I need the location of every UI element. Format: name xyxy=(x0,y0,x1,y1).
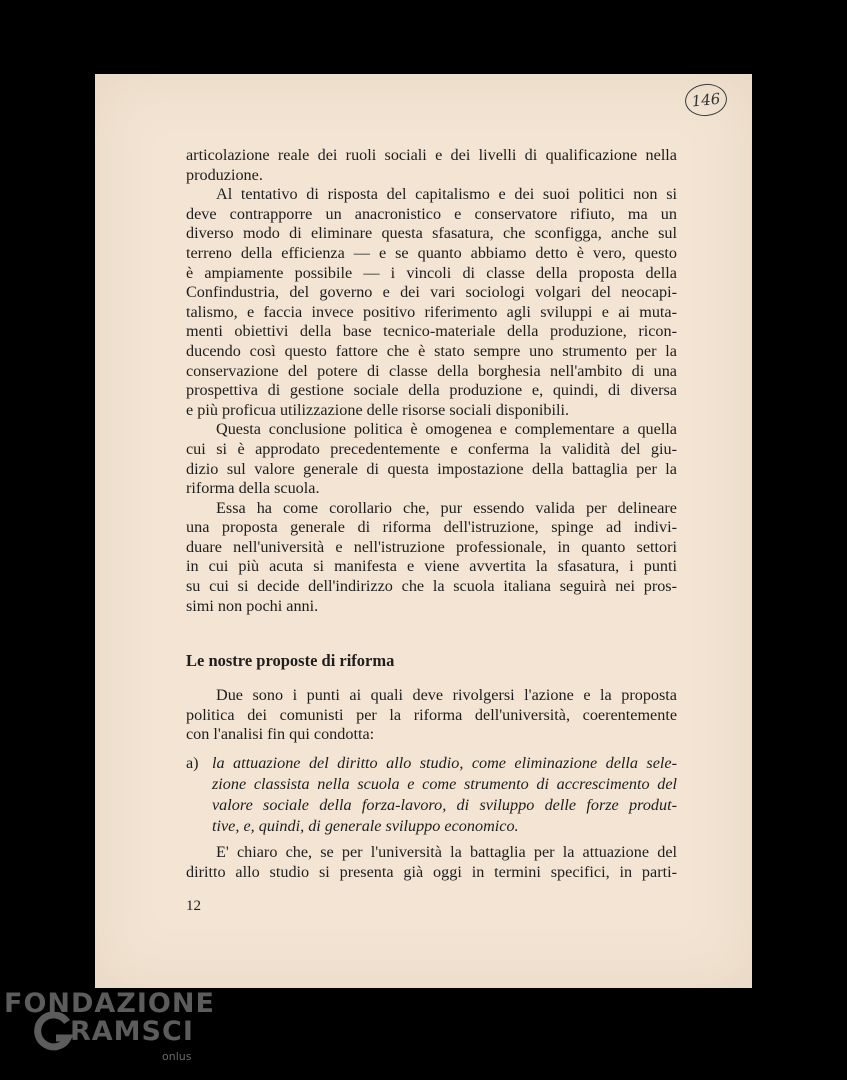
text-line: conservazione del potere di classe della borghesia nell'ambito di una xyxy=(186,361,677,380)
logo-line-1: FONDAZIONE xyxy=(4,988,215,1019)
section-heading: Le nostre proposte di riforma xyxy=(186,651,395,670)
paragraph-3 xyxy=(186,420,677,498)
text-line: Questa conclusione politica è omogenea e complementare a quella xyxy=(216,420,677,439)
fondazione-gramsci-logo xyxy=(4,988,214,1078)
paragraph-4 xyxy=(186,499,677,617)
text-line: deve contrapporre un anacronistico e conservatore rifiuto, ma un xyxy=(186,204,677,223)
text-line: terreno della efficienza — e se quanto abbiamo detto è vero, questo xyxy=(186,243,677,262)
text-line: riforma della scuola. xyxy=(186,479,320,498)
intro-paragraph xyxy=(186,686,677,745)
page-number: 12 xyxy=(186,898,201,914)
text-line: talismo, e faccia invece positivo riferimento agli sviluppi e ai muta- xyxy=(186,302,677,321)
text-line: Al tentativo di risposta del capitalismo e dei suoi politici non si xyxy=(216,185,677,204)
text-line: menti obiettivi della base tecnico-materiale della produzione, ricon- xyxy=(186,322,677,341)
list-marker: a) xyxy=(186,754,199,772)
text-line: è ampiamente possibile — i vincoli di classe della proposta della xyxy=(186,263,677,282)
text-line: Due sono i punti ai quali deve rivolgersi l'azione e la proposta xyxy=(216,686,677,704)
text-line: ducendo così questo fattore che è stato sempre uno strumento per la xyxy=(186,341,677,360)
logo-onlus: onlus xyxy=(162,1050,192,1063)
text-line: con l'analisi fin qui condotta: xyxy=(186,725,375,744)
text-line: diverso modo di eliminare questa sfasatura, che sconfigga, anche sul xyxy=(186,224,677,243)
text-line: E' chiaro che, se per l'università la battaglia per la attuazione del xyxy=(216,843,677,861)
text-line: su cui si decide dell'indirizzo che la scuola italiana seguirà nei pros- xyxy=(186,577,677,596)
paragraph-closing xyxy=(186,843,677,882)
paragraph-intro xyxy=(186,686,677,745)
text-line: e più proficua utilizzazione delle risorse sociali disponibili. xyxy=(186,400,569,419)
text-line: cui si è approdato precedentemente e conferma la validità del giu- xyxy=(186,439,677,458)
paragraph-2 xyxy=(186,185,677,420)
text-line: Confindustria, del governo e dei vari sociologi volgari del neocapi- xyxy=(186,283,677,302)
body-text-top xyxy=(186,146,677,616)
paragraph-1 xyxy=(186,146,677,185)
text-line: duare nell'università e nell'istruzione professionale, in quanto settori xyxy=(186,537,677,556)
closing-paragraph xyxy=(186,843,677,882)
text-line: articolazione reale dei ruoli sociali e dei livelli di qualificazione nella xyxy=(186,146,677,164)
text-line: prospettiva di gestione sociale della produzione e, quindi, di diversa xyxy=(186,381,677,400)
archive-number-stamp: 146 xyxy=(683,82,728,118)
text-line: politica dei comunisti per la riforma dell'università, coerentemente xyxy=(186,705,677,724)
text-line: Essa ha come corollario che, pur essendo valida per delineare xyxy=(216,498,677,517)
text-line: produzione. xyxy=(186,165,263,184)
logo-line-2: RAMSCI xyxy=(70,1016,194,1047)
list-item-text xyxy=(212,753,677,837)
list-item-a xyxy=(186,753,677,837)
text-line: diritto allo studio si presenta già oggi in termini specifici, in parti- xyxy=(186,862,677,881)
text-line: una proposta generale di riforma dell'istruzione, spinge ad indivi- xyxy=(186,518,677,537)
text-line: valore sociale della forza-lavoro, di sviluppo delle forze produt- xyxy=(212,796,677,814)
text-line: la attuazione del diritto allo studio, come eliminazione della sele- xyxy=(212,754,677,772)
text-line: in cui più acuta si manifesta e viene avvertita la sfasatura, i punti xyxy=(186,557,677,576)
text-line: simi non pochi anni. xyxy=(186,596,319,615)
logo-g-icon xyxy=(34,1012,74,1052)
text-line: dizio sul valore generale di questa impostazione della battaglia per la xyxy=(186,459,677,478)
text-line: tive, e, quindi, di generale sviluppo economico. xyxy=(212,817,519,835)
text-line: zione classista nella scuola e come strumento di accrescimento del xyxy=(212,775,677,793)
